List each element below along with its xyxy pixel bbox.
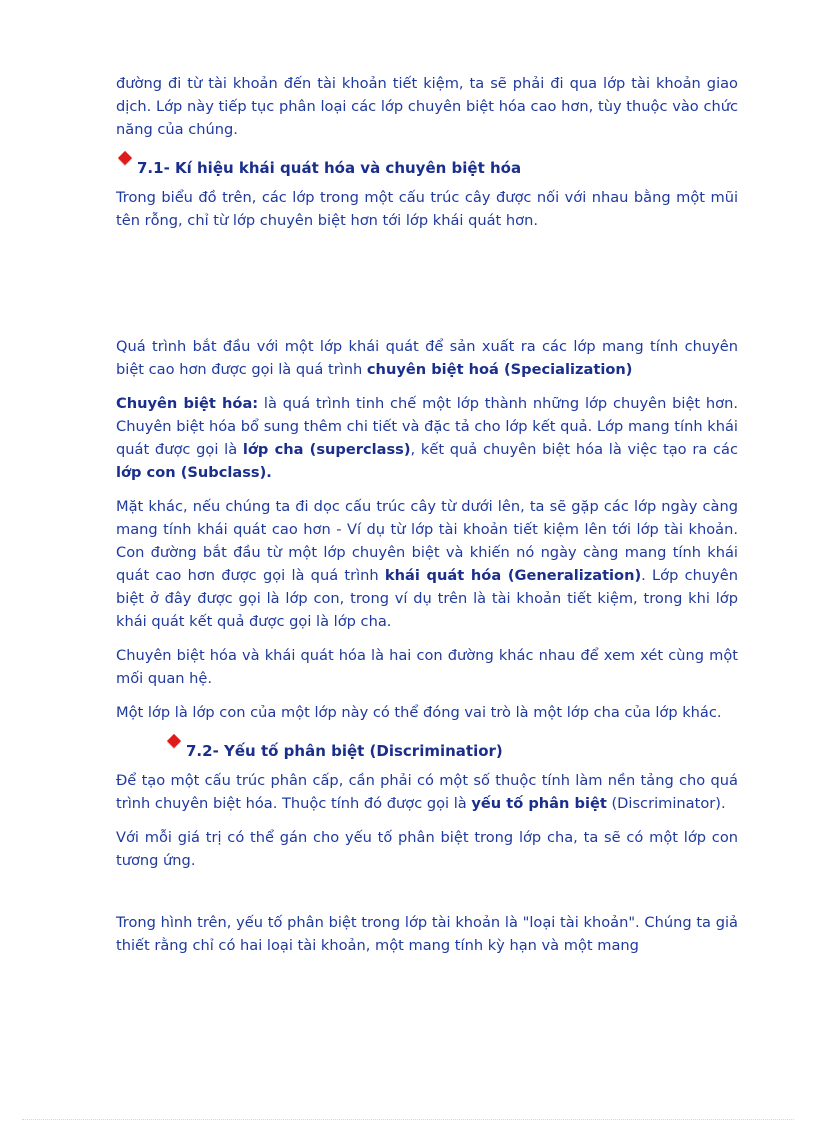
- paragraph-two-paths: Chuyên biệt hóa và khái quát hóa là hai con đường khác nhau để xem xét cùng một mối quan hệ.: [116, 647, 738, 687]
- text-span: , kết quả chuyên biệt hóa là việc tạo ra các: [410, 441, 739, 458]
- page-bottom-divider: [22, 1119, 794, 1120]
- term-specialization: chuyên biệt hoá (Specialization): [366, 361, 633, 378]
- paragraph-intro: đường đi từ tài khoản đến tài khoản tiết kiệm, ta sẽ phải đi qua lớp tài khoản giao dịch. Lớp này tiếp tục phân loại các lớp chuyên biệt hóa cao hơn, tùy thuộc vào chức năng của chúng.: [116, 75, 738, 138]
- paragraph-account-types: Trong hình trên, yếu tố phân biệt trong lớp tài khoản là "loại tài khoản". Chúng ta giả thiết rằng chỉ có hai loại tài khoản, một mang tính kỳ hạn và một mang: [116, 914, 738, 954]
- section-heading-7-1: [116, 152, 738, 176]
- text-span: Quá trình bắt đầu với một lớp khái quát để sản xuất ra các lớp mang tính chuyên biệt cao hơn được gọi là quá trình: [116, 338, 738, 378]
- term-superclass: lớp cha (superclass): [242, 441, 411, 458]
- paragraph-class-roles: Một lớp là lớp con của một lớp này có thể đóng vai trò là một lớp cha của lớp khác.: [116, 704, 722, 721]
- paragraph-diagram-description: Trong biểu đồ trên, các lớp trong một cấu trúc cây được nối với nhau bằng một mũi tên rỗng, chỉ từ lớp chuyên biệt hơn tới lớp khái quát hơn.: [116, 189, 738, 229]
- section-heading-7-2: [116, 735, 738, 759]
- term-specialization-label: Chuyên biệt hóa:: [116, 395, 259, 412]
- figure-placeholder: [116, 883, 738, 911]
- text-span: Để tạo một cấu trúc phân cấp, cần phải có một số thuộc tính làm nền tảng cho quá trình chuyên biệt hóa. Thuộc tính đó được gọi là: [116, 772, 738, 812]
- paragraph-specialization-process: [116, 335, 738, 381]
- term-subclass: lớp con (Subclass).: [116, 464, 272, 481]
- term-discriminator: yếu tố phân biệt: [471, 795, 607, 812]
- paragraph-generalization: [116, 495, 738, 633]
- document-page: [116, 72, 738, 968]
- text-span: là quá trình tinh chế một lớp thành những lớp chuyên biệt hơn. Chuyên biệt hóa bổ sung thêm chi tiết và đặc tả cho lớp kết quả. Lớp mang tính khái quát được gọi là: [116, 395, 738, 458]
- text-span: Mặt khác, nếu chúng ta đi dọc cấu trúc cây từ dưới lên, ta sẽ gặp các lớp ngày càng mang tính khái quát cao hơn - Ví dụ từ lớp tài khoản tiết kiệm lên tới lớp tài khoản. Con đường bắt đầu từ một lớp chuyên biệt và khiến nó ngày càng mang tính khái quát cao hơn được gọi là quá trình: [116, 498, 738, 584]
- text-span: (Discriminator).: [606, 795, 726, 812]
- section-heading-7-1-text: 7.1- Kí hiệu khái quát hóa và chuyên biệt hóa: [137, 159, 522, 177]
- paragraph-discriminator-definition: [116, 769, 738, 815]
- red-diamond-icon: [167, 734, 181, 748]
- term-generalization: khái quát hóa (Generalization): [384, 567, 642, 584]
- text-span: . Lớp chuyên biệt ở đây được gọi là lớp con, trong ví dụ trên là tài khoản tiết kiệm, trong khi lớp khái quát kết quả được gọi là lớp cha.: [116, 567, 738, 630]
- red-diamond-icon: [118, 151, 132, 165]
- section-heading-7-2-text: 7.2- Yếu tố phân biệt (Discriminatior): [186, 742, 503, 760]
- paragraph-discriminator-values: Với mỗi giá trị có thể gán cho yếu tố phân biệt trong lớp cha, ta sẽ có một lớp con tương ứng.: [116, 829, 738, 869]
- figure-placeholder: [116, 243, 738, 335]
- paragraph-specialization-definition: [116, 392, 738, 484]
